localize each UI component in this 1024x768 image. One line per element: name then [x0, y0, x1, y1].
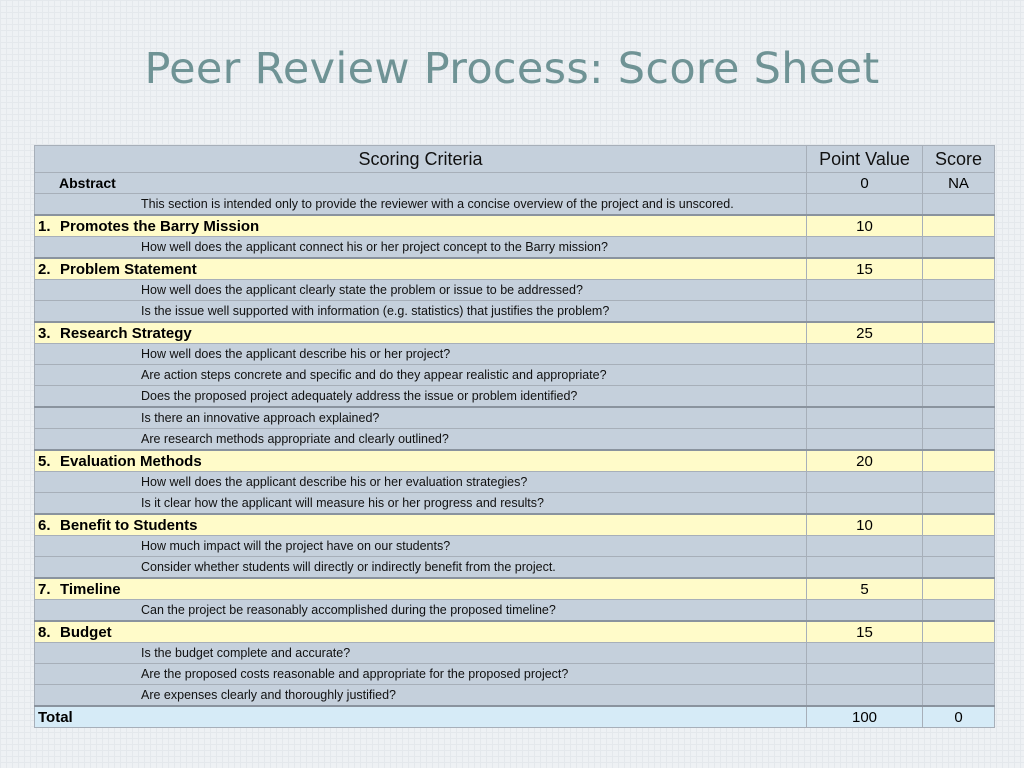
section-number: 2. [38, 260, 51, 278]
section-number: 3. [38, 324, 51, 342]
question-row [35, 493, 995, 515]
question-points [807, 365, 923, 386]
abstract-note-score [923, 194, 995, 216]
section-score-cell[interactable] [923, 621, 995, 643]
abstract-points: 0 [807, 173, 923, 194]
section-row [35, 322, 995, 344]
question-row [35, 386, 995, 408]
question-points [807, 493, 923, 515]
section-label: Research Strategy [60, 324, 192, 342]
question-score [923, 536, 995, 557]
section-title [35, 621, 807, 643]
page-title: Peer Review Process: Score Sheet [144, 44, 880, 94]
question-score [923, 643, 995, 664]
question-text: Are the proposed costs reasonable and appropriate for the proposed project? [35, 664, 807, 685]
question-score [923, 301, 995, 323]
section-label: Promotes the Barry Mission [60, 217, 260, 235]
question-points [807, 685, 923, 707]
question-text: Are action steps concrete and specific and do they appear realistic and appropriate? [35, 365, 807, 386]
abstract-row [35, 173, 995, 194]
question-score [923, 237, 995, 259]
question-score [923, 664, 995, 685]
question-row [35, 365, 995, 386]
question-row [35, 685, 995, 707]
question-row [35, 472, 995, 493]
abstract-note-row [35, 194, 995, 216]
question-text: Does the proposed project adequately address the issue or problem identified? [35, 386, 807, 408]
section-score-cell[interactable] [923, 322, 995, 344]
question-score [923, 557, 995, 579]
question-points [807, 386, 923, 408]
section-row [35, 450, 995, 472]
question-row [35, 429, 995, 451]
question-row [35, 600, 995, 622]
section-title [35, 215, 807, 237]
total-row [35, 706, 995, 728]
section-score-cell[interactable] [923, 258, 995, 280]
section-points: 5 [807, 578, 923, 600]
question-score [923, 344, 995, 365]
section-title [35, 258, 807, 280]
section-number: 8. [38, 623, 51, 641]
abstract-score: NA [923, 173, 995, 194]
question-score [923, 386, 995, 408]
section-number: 1. [38, 217, 51, 235]
header-point-value: Point Value [807, 146, 923, 173]
question-score [923, 280, 995, 301]
section-title [35, 578, 807, 600]
question-points [807, 301, 923, 323]
question-text: Is the budget complete and accurate? [35, 643, 807, 664]
section-points: 15 [807, 621, 923, 643]
question-text: Is the issue well supported with information (e.g. statistics) that justifies the problem? [35, 301, 807, 323]
section-label: Timeline [60, 580, 121, 598]
question-score [923, 407, 995, 429]
section-score-cell[interactable] [923, 450, 995, 472]
section-score-cell[interactable] [923, 215, 995, 237]
question-score [923, 472, 995, 493]
question-text: Are expenses clearly and thoroughly justified? [35, 685, 807, 707]
section-title [35, 514, 807, 536]
question-points [807, 664, 923, 685]
question-text: How well does the applicant describe his or her evaluation strategies? [35, 472, 807, 493]
question-text: How well does the applicant describe his or her project? [35, 344, 807, 365]
section-row [35, 514, 995, 536]
question-text: Consider whether students will directly or indirectly benefit from the project. [35, 557, 807, 579]
question-text: How well does the applicant clearly state the problem or issue to be addressed? [35, 280, 807, 301]
question-points [807, 344, 923, 365]
section-title [35, 450, 807, 472]
section-row [35, 621, 995, 643]
section-number: 7. [38, 580, 51, 598]
question-row [35, 280, 995, 301]
question-score [923, 493, 995, 515]
total-label: Total [35, 706, 807, 728]
question-row [35, 344, 995, 365]
section-label: Problem Statement [60, 260, 197, 278]
question-points [807, 536, 923, 557]
score-sheet-table [34, 145, 995, 728]
section-points: 20 [807, 450, 923, 472]
header-row [35, 146, 995, 173]
question-row [35, 643, 995, 664]
question-row [35, 557, 995, 579]
question-row [35, 536, 995, 557]
section-number: 6. [38, 516, 51, 534]
abstract-note-points [807, 194, 923, 216]
section-label: Evaluation Methods [60, 452, 202, 470]
question-score [923, 429, 995, 451]
section-score-cell[interactable] [923, 578, 995, 600]
section-label: Budget [60, 623, 112, 641]
question-row [35, 301, 995, 323]
question-text: Is there an innovative approach explained? [35, 407, 807, 429]
question-text: How much impact will the project have on our students? [35, 536, 807, 557]
header-score: Score [923, 146, 995, 173]
abstract-note: This section is intended only to provide the reviewer with a concise overview of the project and is unscored. [35, 194, 807, 216]
question-points [807, 237, 923, 259]
section-row [35, 215, 995, 237]
total-score: 0 [923, 706, 995, 728]
abstract-label: Abstract [35, 173, 807, 194]
question-points [807, 643, 923, 664]
question-points [807, 472, 923, 493]
question-score [923, 600, 995, 622]
section-points: 15 [807, 258, 923, 280]
section-number: 5. [38, 452, 51, 470]
question-points [807, 429, 923, 451]
question-points [807, 280, 923, 301]
question-row [35, 664, 995, 685]
question-score [923, 365, 995, 386]
section-points: 25 [807, 322, 923, 344]
section-points: 10 [807, 215, 923, 237]
section-points: 10 [807, 514, 923, 536]
header-criteria: Scoring Criteria [35, 146, 807, 173]
question-points [807, 407, 923, 429]
question-text: Can the project be reasonably accomplished during the proposed timeline? [35, 600, 807, 622]
question-text: Are research methods appropriate and clearly outlined? [35, 429, 807, 451]
question-text: Is it clear how the applicant will measure his or her progress and results? [35, 493, 807, 515]
section-label: Benefit to Students [60, 516, 198, 534]
section-row [35, 578, 995, 600]
total-points: 100 [807, 706, 923, 728]
question-text: How well does the applicant connect his or her project concept to the Barry mission? [35, 237, 807, 259]
section-title [35, 322, 807, 344]
section-row [35, 258, 995, 280]
question-row [35, 237, 995, 259]
question-row [35, 407, 995, 429]
section-score-cell[interactable] [923, 514, 995, 536]
question-points [807, 557, 923, 579]
question-score [923, 685, 995, 707]
question-points [807, 600, 923, 622]
